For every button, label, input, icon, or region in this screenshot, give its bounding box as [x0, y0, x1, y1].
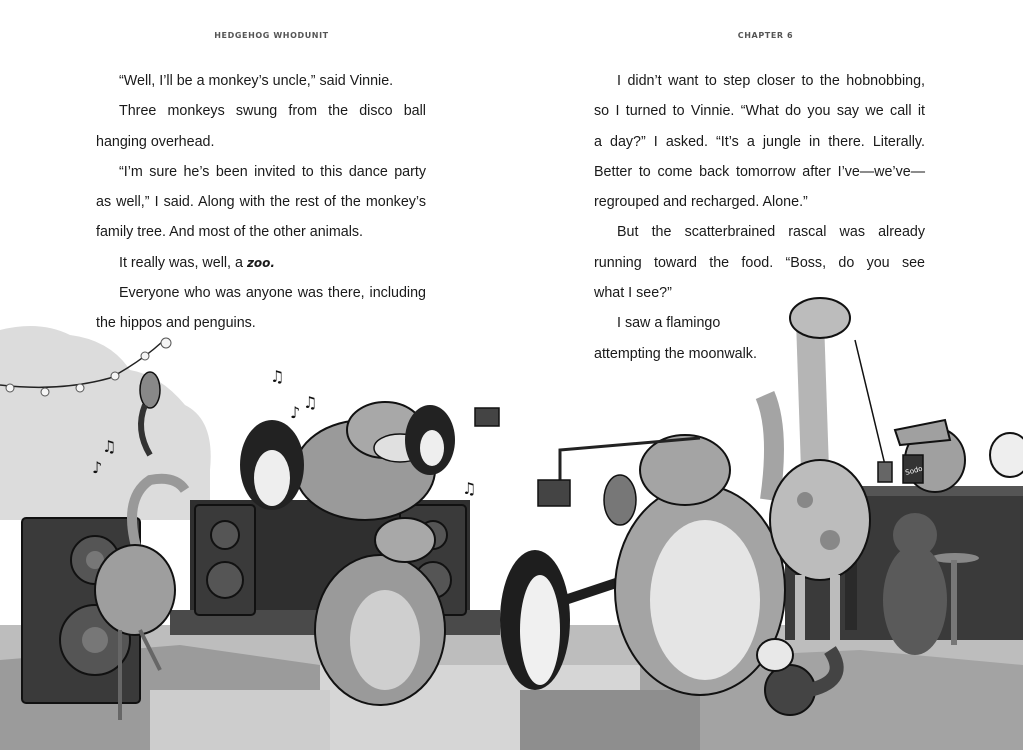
svg-text:♪: ♪	[290, 403, 301, 422]
emphasis-word: zoo.	[246, 255, 275, 270]
text-line: running toward the food. “Boss, do you see	[594, 254, 925, 271]
text-line: attempting the moonwalk.	[594, 345, 757, 362]
right-running-head: CHAPTER 6	[737, 31, 794, 40]
text-line: “I’m sure he’s been invited to this dance party	[119, 163, 426, 180]
left-running-head: HEDGEHOG WHODUNIT	[214, 31, 329, 40]
text-line: as well,” I said. Along with the rest of the monkey’s	[96, 194, 426, 211]
svg-text:♫: ♫	[462, 479, 477, 498]
text-line: the hippos and penguins.	[96, 315, 256, 332]
svg-text:♫: ♫	[303, 393, 318, 412]
text-line: Three monkeys swung from the disco ball	[119, 103, 426, 120]
text-line: family tree. And most of the other animals.	[96, 224, 363, 241]
text-line: a day?” I asked. “It’s a jungle in there. Literally.	[594, 133, 925, 150]
text-line: so I turned to Vinnie. “What do you say we call it	[594, 103, 925, 120]
text-line: Better to come back tomorrow after I’ve—we’ve—	[594, 163, 925, 180]
text-line: what I see?”	[594, 285, 672, 302]
text-line: Everyone who was anyone was there, including	[119, 285, 426, 302]
text-line-content: It really was, well, a	[119, 254, 243, 271]
text-line: But the scatterbrained rascal was already	[617, 224, 925, 241]
bottle-label: Sodo	[904, 464, 924, 477]
text-line: I saw a flamingo	[617, 315, 721, 332]
text-line: I didn’t want to step closer to the hobnobbing,	[617, 73, 925, 89]
svg-text:♫: ♫	[270, 367, 285, 386]
cloud-shape	[0, 326, 211, 520]
text-line: hanging overhead.	[96, 133, 215, 150]
svg-text:♫: ♫	[102, 437, 117, 456]
dance-party-illustration	[0, 270, 1023, 750]
text-line: “Well, I’ll be a monkey’s uncle,” said Vinnie.	[119, 73, 394, 89]
text-line: regrouped and recharged. Alone.”	[594, 194, 808, 211]
crocodile-bartender	[895, 420, 965, 492]
svg-text:♪: ♪	[92, 458, 103, 477]
panda-partial	[990, 433, 1023, 477]
